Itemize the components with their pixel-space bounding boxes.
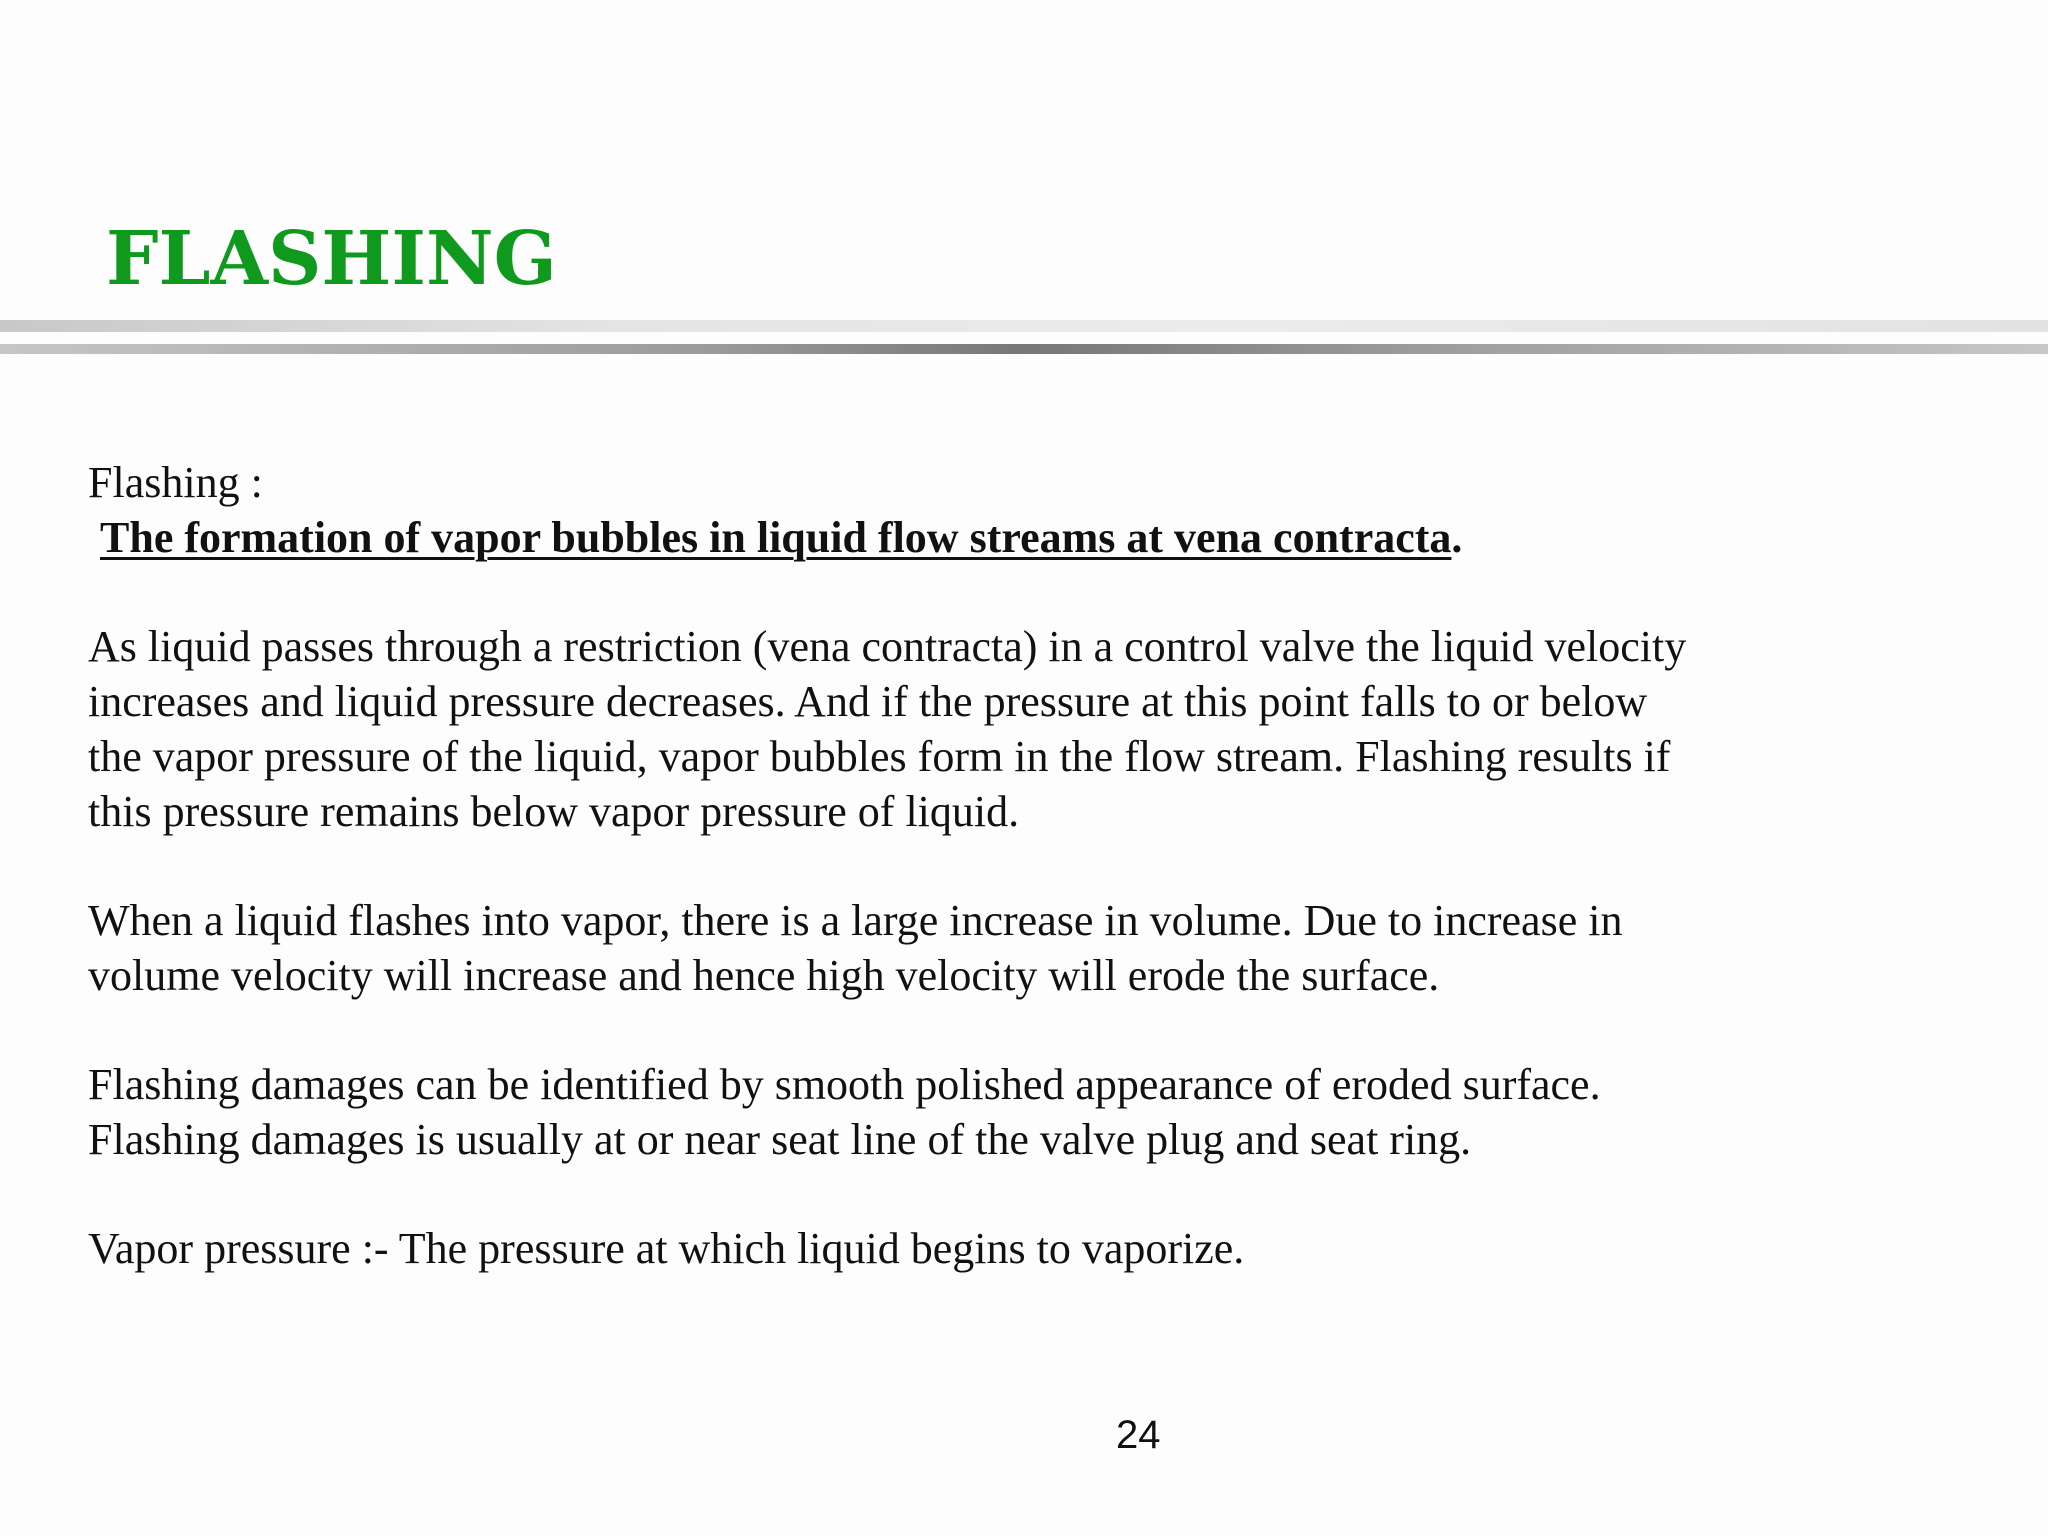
paragraph-line: the vapor pressure of the liquid, vapor bubbles form in the flow stream. Flashing results if [88, 732, 1671, 781]
paragraph-line: As liquid passes through a restriction (vena contracta) in a control valve the liquid velocity [88, 622, 1687, 671]
definition-period: . [1451, 513, 1463, 562]
paragraph-vena-contracta [88, 619, 1988, 839]
paragraph-line: When a liquid flashes into vapor, there is a large increase in volume. Due to increase in [88, 896, 1623, 945]
paragraph-vapor-pressure: Vapor pressure :- The pressure at which liquid begins to vaporize. [88, 1224, 1245, 1273]
paragraph-line: this pressure remains below vapor pressure of liquid. [88, 787, 1020, 836]
slide-body [88, 455, 1988, 1276]
paragraph-line: increases and liquid pressure decreases. And if the pressure at this point falls to or below [88, 677, 1648, 726]
paragraph-line: volume velocity will increase and hence high velocity will erode the surface. [88, 951, 1440, 1000]
paragraph-gap [88, 839, 1988, 893]
paragraph-gap [88, 565, 1988, 619]
paragraph-line: Flashing damages is usually at or near seat line of the valve plug and seat ring. [88, 1115, 1472, 1164]
slide-title: FLASHING [106, 216, 557, 302]
paragraph-line: Flashing damages can be identified by smooth polished appearance of eroded surface. [88, 1060, 1601, 1109]
paragraph-gap [88, 1003, 1988, 1057]
term-definition [88, 510, 1988, 565]
paragraph-volume-increase [88, 893, 1988, 1003]
paragraph-damage [88, 1057, 1988, 1167]
page-number: 24 [1116, 1413, 1161, 1457]
paragraph-gap [88, 1167, 1988, 1221]
title-divider-bottom [0, 344, 2048, 354]
definition-text: The formation of vapor bubbles in liquid flow streams at vena contracta [100, 513, 1452, 562]
title-divider-top [0, 320, 2048, 332]
term-label: Flashing : [88, 458, 263, 507]
